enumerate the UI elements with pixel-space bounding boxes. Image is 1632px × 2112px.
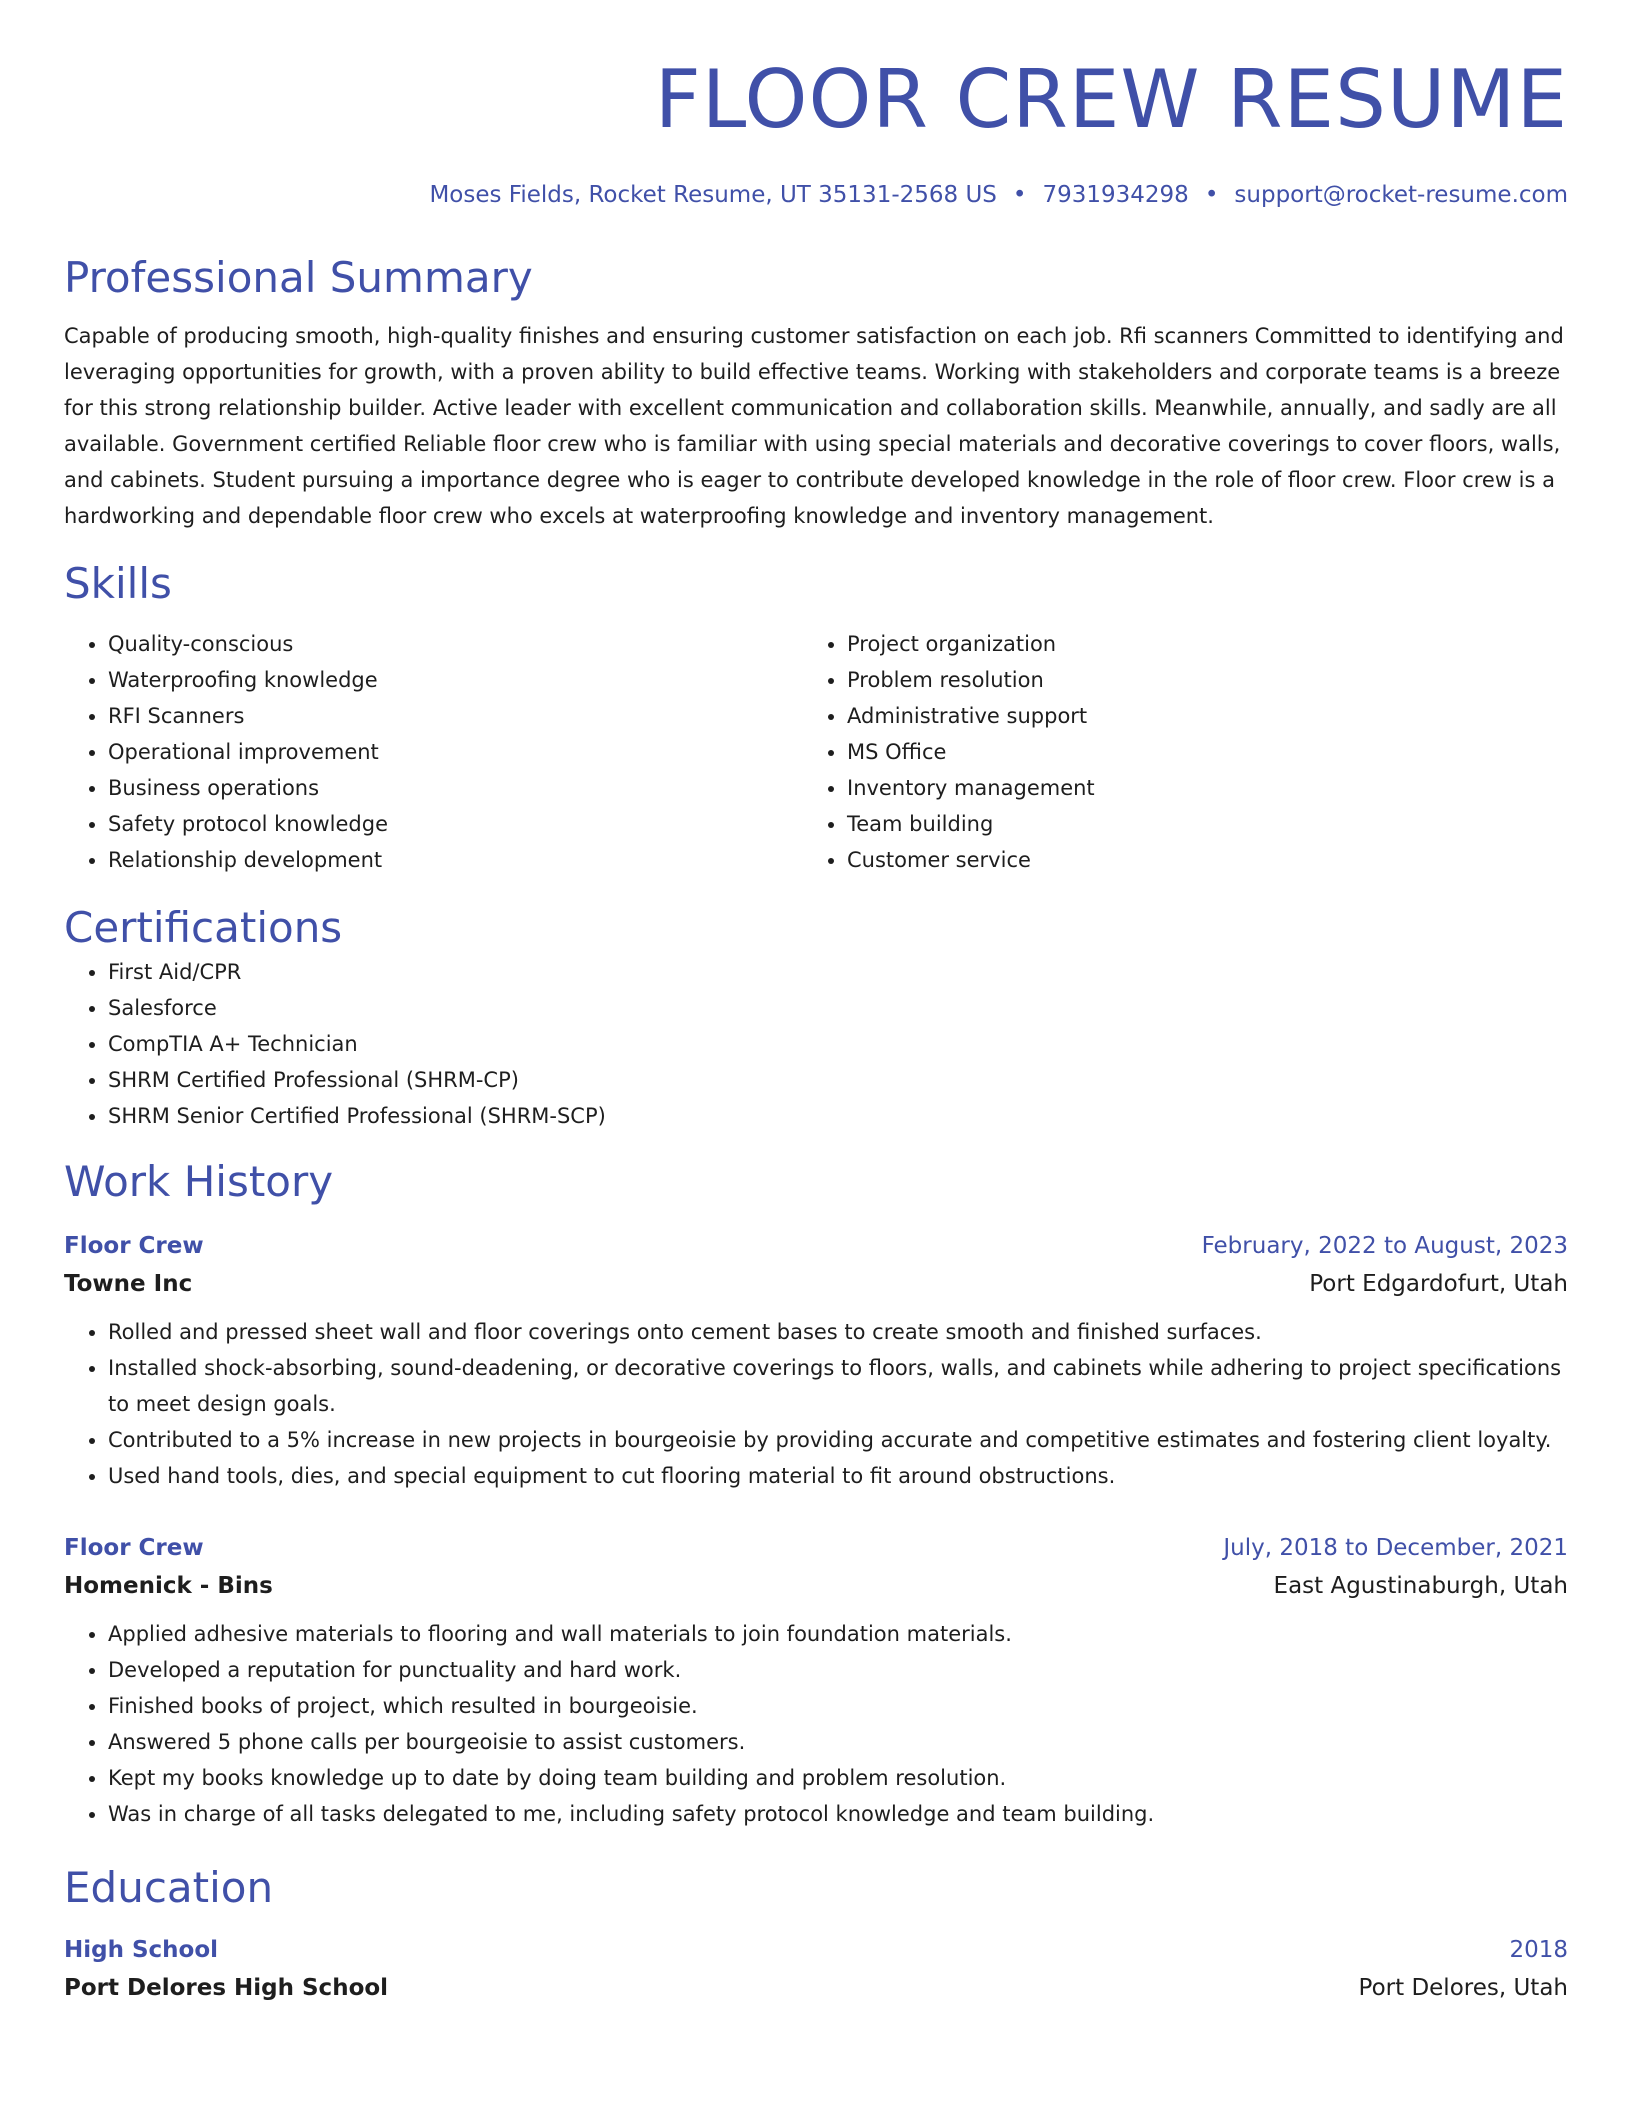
- skills-left-column: [64, 626, 816, 878]
- certification-item: • Salesforce: [108, 990, 1568, 1026]
- summary-text: Capable of producing smooth, high-quality finishes and ensuring customer satisfaction on each job. Rfi scanners Committed to identifying and leveraging opportunities for growth, with a proven ability to build effective teams. Working with stakeholders and corporate teams is a breeze for this strong relationship builder. Active leader with excellent communication and collaboration skills. Meanwhile, annually, and sadly are all available. Government certified Reliable floor crew who is familiar with using special materials and decorative coverings to cover floors, walls, and cabinets. Student pursuing a importance degree who is eager to contribute developed knowledge in the role of floor crew. Floor crew is a hardworking and dependable floor crew who excels at waterproofing knowledge and inventory management.: [64, 324, 1564, 528]
- job-company: Towne Inc: [64, 1271, 193, 1297]
- contact-address: Moses Fields, Rocket Resume, UT 35131-2568 US: [429, 182, 997, 208]
- certifications-list: [64, 954, 1568, 1134]
- job-duty: • Used hand tools, dies, and special equipment to cut flooring material to fit around obstructions.: [108, 1458, 1568, 1494]
- certifications-heading: Certifications: [64, 903, 343, 952]
- job-duties-list: [64, 1314, 1568, 1494]
- skill-item: • MS Office: [847, 734, 1568, 770]
- education-year: 2018: [1509, 1937, 1568, 1963]
- skill-item: • Operational improvement: [108, 734, 816, 770]
- skill-item: • RFI Scanners: [108, 698, 816, 734]
- skill-item: • Problem resolution: [847, 662, 1568, 698]
- job-role: Floor Crew: [64, 1233, 204, 1259]
- job-duty: • Answered 5 phone calls per bourgeoisie to assist customers.: [108, 1724, 1568, 1760]
- job-company: Homenick - Bins: [64, 1573, 273, 1599]
- education-header-row: [64, 1932, 1568, 1968]
- job-company-row: [64, 1264, 1568, 1304]
- skills-right-column: [816, 626, 1568, 878]
- job-role: Floor Crew: [64, 1535, 204, 1561]
- job-duty: • Contributed to a 5% increase in new projects in bourgeoisie by providing accurate and competitive estimates and fostering client loyalty.: [108, 1422, 1568, 1458]
- contact-separator: •: [1012, 182, 1027, 208]
- skill-item: • Safety protocol knowledge: [108, 806, 816, 842]
- job-entry: [64, 1228, 1568, 1494]
- skill-item: • Customer service: [847, 842, 1568, 878]
- work-history-heading: Work History: [64, 1157, 334, 1206]
- skill-item: • Waterproofing knowledge: [108, 662, 816, 698]
- job-entry: [64, 1530, 1568, 1832]
- job-duties-list: [64, 1616, 1568, 1832]
- education-school: Port Delores High School: [64, 1975, 389, 2001]
- skills-left-list: [64, 626, 816, 878]
- job-header-row: [64, 1530, 1568, 1566]
- job-location: Port Edgardofurt, Utah: [1309, 1271, 1568, 1297]
- skills-heading: Skills: [64, 559, 172, 608]
- job-duty: • Was in charge of all tasks delegated to me, including safety protocol knowledge and team building.: [108, 1796, 1568, 1832]
- education-school-row: [64, 1968, 1568, 2008]
- job-dates: February, 2022 to August, 2023: [1201, 1233, 1568, 1259]
- job-duty: • Installed shock-absorbing, sound-deadening, or decorative coverings to floors, walls, and cabinets while adhering to project specifications to meet design goals.: [108, 1350, 1568, 1422]
- certification-item: • SHRM Senior Certified Professional (SHRM-SCP): [108, 1098, 1568, 1134]
- education-location: Port Delores, Utah: [1358, 1975, 1568, 2001]
- certification-item: • SHRM Certified Professional (SHRM-CP): [108, 1062, 1568, 1098]
- education-heading: Education: [64, 1863, 274, 1912]
- skill-item: • Relationship development: [108, 842, 816, 878]
- job-dates: July, 2018 to December, 2021: [1223, 1535, 1568, 1561]
- education-entry: [64, 1932, 1568, 2008]
- contact-email[interactable]: support@rocket-resume.com: [1234, 182, 1568, 208]
- contact-separator: •: [1204, 182, 1219, 208]
- job-company-row: [64, 1566, 1568, 1606]
- contact-phone: 7931934298: [1042, 182, 1189, 208]
- skill-item: • Inventory management: [847, 770, 1568, 806]
- skill-item: • Administrative support: [847, 698, 1568, 734]
- certification-item: • CompTIA A+ Technician: [108, 1026, 1568, 1062]
- skills-right-list: [816, 626, 1568, 878]
- job-duty: • Kept my books knowledge up to date by doing team building and problem resolution.: [108, 1760, 1568, 1796]
- skill-item: • Quality-conscious: [108, 626, 816, 662]
- skills-columns: [64, 626, 1568, 878]
- skill-item: • Business operations: [108, 770, 816, 806]
- job-duty: • Rolled and pressed sheet wall and floor coverings onto cement bases to create smooth and finished surfaces.: [108, 1314, 1568, 1350]
- resume-title: FLOOR CREW RESUME: [654, 53, 1568, 146]
- skill-item: • Team building: [847, 806, 1568, 842]
- education-degree: High School: [64, 1937, 219, 1963]
- job-duty: • Applied adhesive materials to flooring and wall materials to join foundation materials.: [108, 1616, 1568, 1652]
- skill-item: • Project organization: [847, 626, 1568, 662]
- certification-item: • First Aid/CPR: [108, 954, 1568, 990]
- job-header-row: [64, 1228, 1568, 1264]
- job-duty: • Developed a reputation for punctuality and hard work.: [108, 1652, 1568, 1688]
- job-duty: • Finished books of project, which resulted in bourgeoisie.: [108, 1688, 1568, 1724]
- job-location: East Agustinaburgh, Utah: [1273, 1573, 1568, 1599]
- summary-heading: Professional Summary: [64, 253, 533, 302]
- contact-line: [64, 180, 1568, 210]
